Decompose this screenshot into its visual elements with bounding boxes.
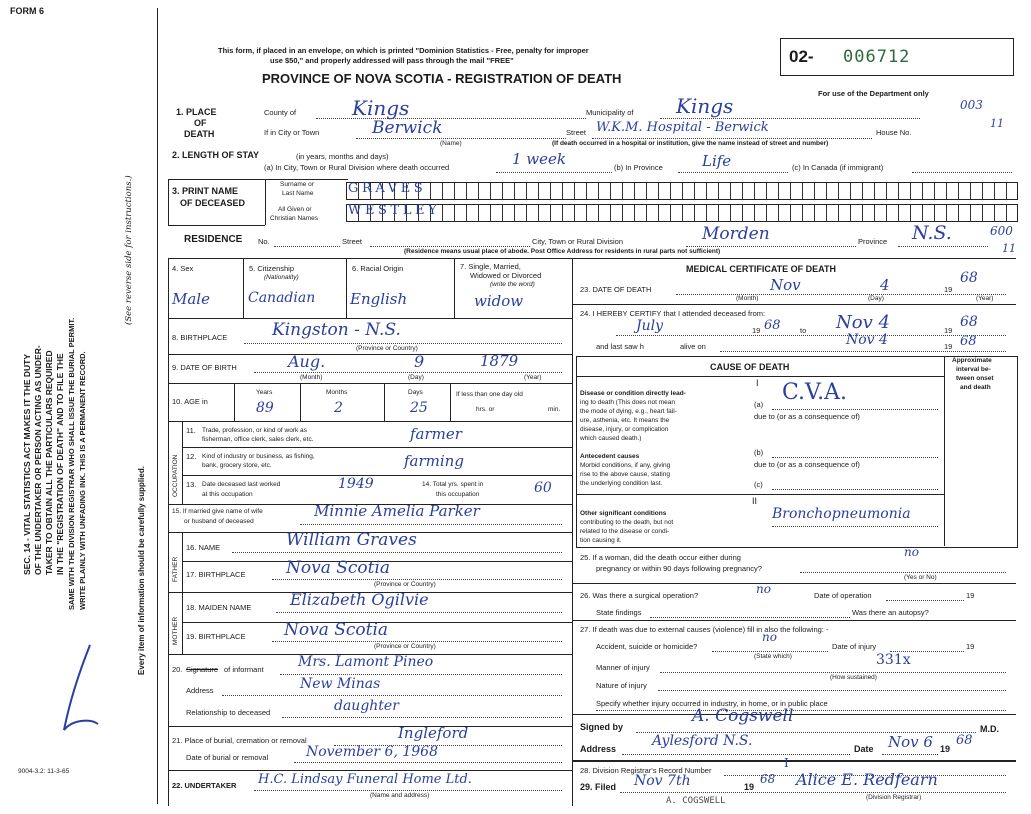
residence-hint: (Residence means usual place of abode. Post Office Address for residents in rural parts not sufficient) [404, 248, 721, 255]
state-findings-label: State findings [596, 608, 642, 617]
occupation-side-label: OCCUPATION [172, 454, 179, 497]
father-side-label: FATHER [172, 556, 179, 582]
informant-label-struck: Signature [186, 665, 219, 674]
filed-year: 68 [760, 772, 776, 786]
envelope-note-1: This form, if placed in an envelope, on which is printed "Dominion Statistics - Free, penalty for improper [218, 46, 589, 55]
residence-dept-code-1: 600 [990, 224, 1013, 238]
residence-province-value: N.S. [912, 222, 952, 244]
residence-dept-code-2: 11 [1002, 242, 1016, 255]
attended-to: Nov 4 [836, 312, 890, 333]
registrar-hint: (Division Registrar) [866, 794, 922, 801]
mother-birth-value: Nova Scotia [284, 620, 389, 640]
address-value: Aylesford N.S. [652, 733, 753, 749]
last-saw-label-2: alive on [680, 342, 706, 351]
side-line-6: WRITE PLAINLY WITH UNFADING INK. THIS IS A PERMANENT RECORD. [78, 351, 87, 610]
burial-place-value: Ingleford [398, 724, 469, 742]
informant-label-rest: of informant [224, 665, 264, 674]
q12-value: farming [404, 452, 464, 470]
other-conditions-1: Other significant conditions [580, 510, 667, 517]
last-saw-century: 19 [944, 342, 953, 351]
direct-cause-1: Disease or condition directly lead- [580, 390, 686, 397]
registrar-signature: Alice E. Redfearn [796, 770, 938, 789]
informant-address-value: New Minas [300, 676, 381, 692]
accident-value: no [762, 630, 777, 644]
q11-label-1: Trade, profession, or kind of work as [202, 427, 307, 434]
spouse-label-2: or husband of deceased [184, 518, 254, 525]
last-saw-date: Nov 4 [846, 332, 888, 348]
relationship-value: daughter [334, 698, 399, 714]
municipality-value: Kings [676, 94, 734, 118]
sex-label: 4. Sex [172, 264, 194, 273]
given-label-1: All Given or [278, 206, 312, 213]
father-birth-label: 17. BIRTHPLACE [186, 570, 246, 579]
age-months-label: Months [326, 389, 348, 396]
other-conditions-2: contributing to the death, but not [580, 519, 674, 526]
undertaker-value: H.C. Lindsay Funeral Home Ltd. [258, 772, 472, 787]
surname-label-1: Surname or [280, 181, 314, 188]
cause-a-label: (a) [754, 400, 764, 409]
interval-label-4: and death [960, 384, 991, 391]
direct-cause-3: the mode of dying, e.g., heart fail- [580, 408, 677, 415]
informant-address-label: Address [186, 686, 214, 695]
place-dept-code-2: 11 [990, 117, 1004, 130]
attended-from: July [636, 318, 664, 334]
stay-line-c: (c) In Canada (if immigrant) [792, 163, 884, 172]
father-birth-value: Nova Scotia [286, 558, 391, 578]
page-title: PROVINCE OF NOVA SCOTIA - REGISTRATION OF DEATH [262, 71, 622, 86]
age-min-label: min. [548, 406, 561, 413]
racial-value: English [350, 290, 408, 308]
relationship-label: Relationship to deceased [186, 708, 271, 717]
city-value: Berwick [372, 118, 443, 138]
name-stamp: A. COGSWELL [666, 796, 726, 806]
county-value: Kings [352, 96, 410, 120]
filed-value: Nov 7th [634, 773, 691, 789]
part-two-label: II [752, 496, 758, 506]
date-of-death-month: Nov [770, 276, 801, 294]
mother-birth-hint: (Province or Country) [374, 643, 436, 650]
dob-year-hint: (Year) [524, 374, 542, 381]
marital-label-1: 7. Single, Married, [460, 262, 521, 271]
dob-month-hint: (Month) [300, 374, 323, 381]
mother-side-label: MOTHER [172, 616, 179, 645]
dob-day: 9 [414, 352, 425, 371]
q14-label-2: this occupation [436, 491, 480, 498]
age-days-label: Days [408, 389, 423, 396]
q12-num: 12. [186, 452, 197, 461]
place-dept-code-1: 003 [960, 98, 983, 112]
md-label: M.D. [980, 724, 999, 734]
informant-value: Mrs. Lamont Pineo [298, 654, 434, 670]
given-label-2: Christian Names [270, 215, 319, 222]
death-year-hint: (Year) [976, 295, 994, 302]
burial-place-label: 21. Place of burial, cremation or removal [172, 736, 307, 745]
residence-city-value: Morden [702, 224, 770, 244]
envelope-note-2: use $50," and properly addressed will pass through the mail "FREE" [270, 56, 514, 65]
attended-from-century: 19 [752, 326, 761, 335]
attended-from-year: 68 [764, 318, 781, 333]
father-name-label: 16. NAME [186, 543, 221, 552]
q13-label-1: Date deceased last worked [202, 481, 281, 488]
spouse-value: Minnie Amelia Parker [314, 502, 480, 520]
given-boxes [346, 204, 1018, 222]
q25-hint: (Yes or No) [904, 574, 937, 581]
undertaker-label: 22. UNDERTAKER [172, 781, 237, 790]
signature-date-value: Nov 6 [888, 733, 933, 751]
q12-label-1: Kind of industry or business, as fishing, [202, 453, 315, 460]
q11-value: farmer [410, 425, 462, 443]
municipality-label: Municipality of [586, 108, 634, 117]
cause-a-value: C.V.A. [782, 380, 847, 405]
side-line-5: SAME WITH THE DIVISION REGISTRAR WHO SHALL ISSUE THE BURIAL PERMIT. [67, 317, 76, 610]
address-label: Address [580, 744, 617, 754]
q11-num: 11. [186, 426, 196, 435]
residence-street-label: Street [342, 237, 363, 246]
operation-date-century: 19 [966, 591, 975, 600]
antecedent-3: rise to the above cause, stating [580, 471, 670, 478]
deceased-label-2: OF DECEASED [180, 198, 246, 208]
stay-line-b: (b) In Province [614, 163, 663, 172]
due-to-a: due to (or as a consequence of) [754, 412, 860, 421]
surname-value: GRAVES [348, 181, 427, 196]
father-name-value: William Graves [286, 530, 417, 550]
accident-label: Accident, suicide or homicide? [596, 642, 698, 651]
deceased-label-1: 3. PRINT NAME [172, 186, 239, 196]
registrar-record-value: I [784, 756, 789, 770]
racial-label: 6. Racial Origin [352, 264, 404, 273]
q11-label-2: fisherman, office clerk, sales clerk, etc. [202, 436, 314, 443]
q14-label-1: 14. Total yrs. spent in [422, 481, 484, 488]
city-name-hint: (Name) [440, 140, 462, 147]
medical-header: MEDICAL CERTIFICATE OF DEATH [686, 264, 836, 274]
cause-b-label: (b) [754, 448, 764, 457]
side-line-2: OF THE UNDERTAKER OR PERSON ACTING AS UNDER- [33, 345, 43, 575]
how-sustained-hint: (How sustained) [830, 674, 877, 681]
last-saw-label-1: and last saw h [596, 342, 644, 351]
form-label: FORM 6 [10, 6, 45, 16]
stay-value-a: 1 week [512, 150, 566, 168]
interval-label-2: interval be- [956, 366, 991, 373]
birthplace-hint: (Province or Country) [356, 345, 418, 352]
attended-to-label: to [800, 326, 807, 335]
sex-value: Male [172, 290, 210, 308]
residence-label: RESIDENCE [184, 234, 243, 245]
stay-line-a: (a) In City, Town or Rural Division where death occurred [264, 163, 450, 172]
mother-maiden-label: 18. MAIDEN NAME [186, 603, 252, 612]
residence-no-label: No. [258, 237, 270, 246]
q13-num: 13. [186, 480, 197, 489]
margin-divider [157, 8, 158, 804]
antecedent-4: the underlying condition last. [580, 480, 663, 487]
dob-day-hint: (Day) [408, 374, 424, 381]
signed-by-value: A. Cogswell [692, 706, 794, 726]
other-conditions-4: tion causing it. [580, 537, 622, 544]
marital-label-2: Widowed or Divorced [470, 271, 542, 280]
direct-cause-5: disease, injury, or complication [580, 426, 669, 433]
q14-value: 60 [534, 480, 552, 496]
age-label: 10. AGE in [172, 397, 208, 406]
cause-c-label: (c) [754, 480, 763, 489]
margin-initial-mark [50, 640, 110, 740]
given-value: WESTLEY [348, 203, 441, 218]
direct-cause-6: which caused death.) [580, 435, 642, 442]
side-line-3: TAKER TO OBTAIN ALL THE PARTICULARS REQUIRED [44, 350, 54, 575]
certify-label: 24. I HEREBY CERTIFY that I attended deceased from: [580, 309, 766, 318]
street-label: Street [566, 128, 587, 137]
q25-value: no [904, 545, 919, 559]
direct-cause-4: ure, asthenia, etc. It means the [580, 417, 670, 424]
attended-to-century: 19 [944, 326, 953, 335]
direct-cause-2: ing to death (This does not mean [580, 399, 676, 406]
age-days-value: 25 [410, 400, 428, 416]
side-line-8: Every item of information should be carefully supplied. [137, 466, 146, 675]
place-label-3: DEATH [184, 129, 215, 139]
dob-month: Aug. [288, 352, 326, 371]
stay-hint: (in years, months and days) [296, 152, 389, 161]
attended-to-year: 68 [960, 314, 978, 330]
q25-label-2: pregnancy or within 90 days following pregnancy? [596, 564, 762, 573]
q26-value: no [756, 582, 771, 596]
undertaker-hint: (Name and address) [370, 792, 430, 799]
filed-century: 19 [744, 782, 755, 792]
form-code: 9004-3.2: 11-3-65 [18, 768, 70, 775]
spouse-label-1: 15. If married give name of wife [172, 508, 263, 515]
birthplace-label: 8. BIRTHPLACE [172, 333, 228, 342]
surname-boxes [346, 182, 1018, 200]
interval-label-3: tween onset [956, 375, 994, 382]
date-of-death-day: 4 [880, 276, 890, 294]
date-of-death-century: 19 [944, 285, 953, 294]
age-months-value: 2 [334, 400, 343, 416]
age-hrs-label: hrs. or [476, 406, 495, 413]
stay-value-b: Life [702, 152, 732, 170]
dob-year: 1879 [480, 352, 519, 370]
burial-date-label: Date of burial or removal [186, 753, 269, 762]
registrar-record-label: 28. Division Registrar's Record Number [580, 766, 712, 775]
other-conditions-3: related to the disease or condi- [580, 528, 670, 535]
interval-label-1: Approximate [952, 357, 992, 364]
injury-date-label: Date of injury [832, 642, 877, 651]
injury-date-century: 19 [966, 642, 975, 651]
reg-prefix: 02- [789, 47, 814, 66]
side-line-1: SEC. 14 - VITAL STATISTICS ACT MAKES IT THE DUTY [22, 353, 32, 575]
q13-label-2: at this occupation [202, 491, 253, 498]
mother-birth-label: 19. BIRTHPLACE [186, 632, 246, 641]
surname-label-2: Last Name [282, 190, 314, 197]
informant-label-num: 20. [172, 665, 183, 674]
side-line-4: IN THE "REGISTRATION OF DEATH" AND TO FILE THE [55, 353, 65, 575]
q13-value: 1949 [338, 476, 374, 492]
due-to-b: due to (or as a consequence of) [754, 460, 860, 469]
dob-label: 9. DATE OF BIRTH [172, 363, 237, 372]
antecedent-2: Morbid conditions, if any, giving [580, 462, 671, 469]
nature-label: Nature of injury [596, 681, 647, 690]
q26-label: 26. Was there a surgical operation? [580, 591, 699, 600]
signature-date-label: Date [854, 744, 874, 754]
marital-value: widow [474, 292, 524, 310]
autopsy-label: Was there an autopsy? [852, 608, 929, 617]
side-line-7: (See reverse side for instructions.) [124, 175, 134, 325]
q12-label-2: bank, grocery store, etc. [202, 462, 272, 469]
citizenship-label: 5. Citizenship [249, 264, 295, 273]
hospital-hint: (If death occurred in a hospital or institution, give the name instead of street and number) [552, 140, 829, 147]
filed-label: 29. Filed [580, 782, 617, 792]
marital-label-3: (write the word) [490, 281, 535, 288]
signed-by-label: Signed by [580, 722, 624, 732]
date-of-death-year: 68 [960, 270, 978, 286]
specify-label: Specify whether injury occurred in industry, in home, or in public place [596, 699, 828, 708]
stay-label: 2. LENGTH OF STAY [172, 150, 260, 160]
signature-date-century: 19 [940, 744, 951, 754]
dept-use-label: For use of the Department only [818, 89, 929, 98]
citizenship-hint: (Nationality) [264, 274, 299, 281]
last-saw-year: 68 [960, 334, 977, 349]
residence-city-label: City, Town or Rural Division [532, 237, 623, 246]
age-years-label: Years [256, 389, 273, 396]
place-label-2: OF [194, 118, 207, 128]
antecedent-1: Antecedent causes [580, 453, 640, 460]
death-month-hint: (Month) [736, 295, 759, 302]
cause-header: CAUSE OF DEATH [710, 362, 790, 372]
q25-label-1: 25. If a woman, did the death occur either during [580, 553, 741, 562]
street-value: W.K.M. Hospital - Berwick [596, 120, 769, 135]
place-label-1: 1. PLACE [176, 107, 217, 117]
father-birth-hint: (Province or Country) [374, 581, 436, 588]
mother-maiden-value: Elizabeth Ogilvie [290, 590, 429, 609]
operation-date-label: Date of operation [814, 591, 872, 600]
age-years-value: 89 [256, 400, 274, 416]
death-day-hint: (Day) [868, 295, 884, 302]
q27-label: 27. If death was due to external causes (violence) fill in also the following: - [580, 625, 829, 634]
part-one-label: I [756, 378, 759, 388]
date-of-death-label: 23. DATE OF DEATH [580, 285, 652, 294]
reg-number: 006712 [843, 47, 911, 67]
city-label: If in City or Town [264, 128, 320, 137]
age-less-label: If less than one day old [456, 391, 523, 398]
house-label: House No. [876, 128, 912, 137]
manner-label: Manner of injury [596, 663, 650, 672]
signature-date-year: 68 [956, 733, 973, 748]
registration-number-box [780, 38, 1014, 76]
birthplace-value: Kingston - N.S. [272, 320, 401, 340]
burial-date-value: November 6, 1968 [306, 744, 438, 760]
residence-province-label: Province [858, 237, 888, 246]
county-label: County of [264, 108, 297, 117]
other-conditions-value: Bronchopneumonia [772, 506, 911, 522]
manner-value: 331x [876, 652, 911, 668]
state-which-hint: (State which) [754, 653, 792, 660]
citizenship-value: Canadian [248, 290, 316, 306]
